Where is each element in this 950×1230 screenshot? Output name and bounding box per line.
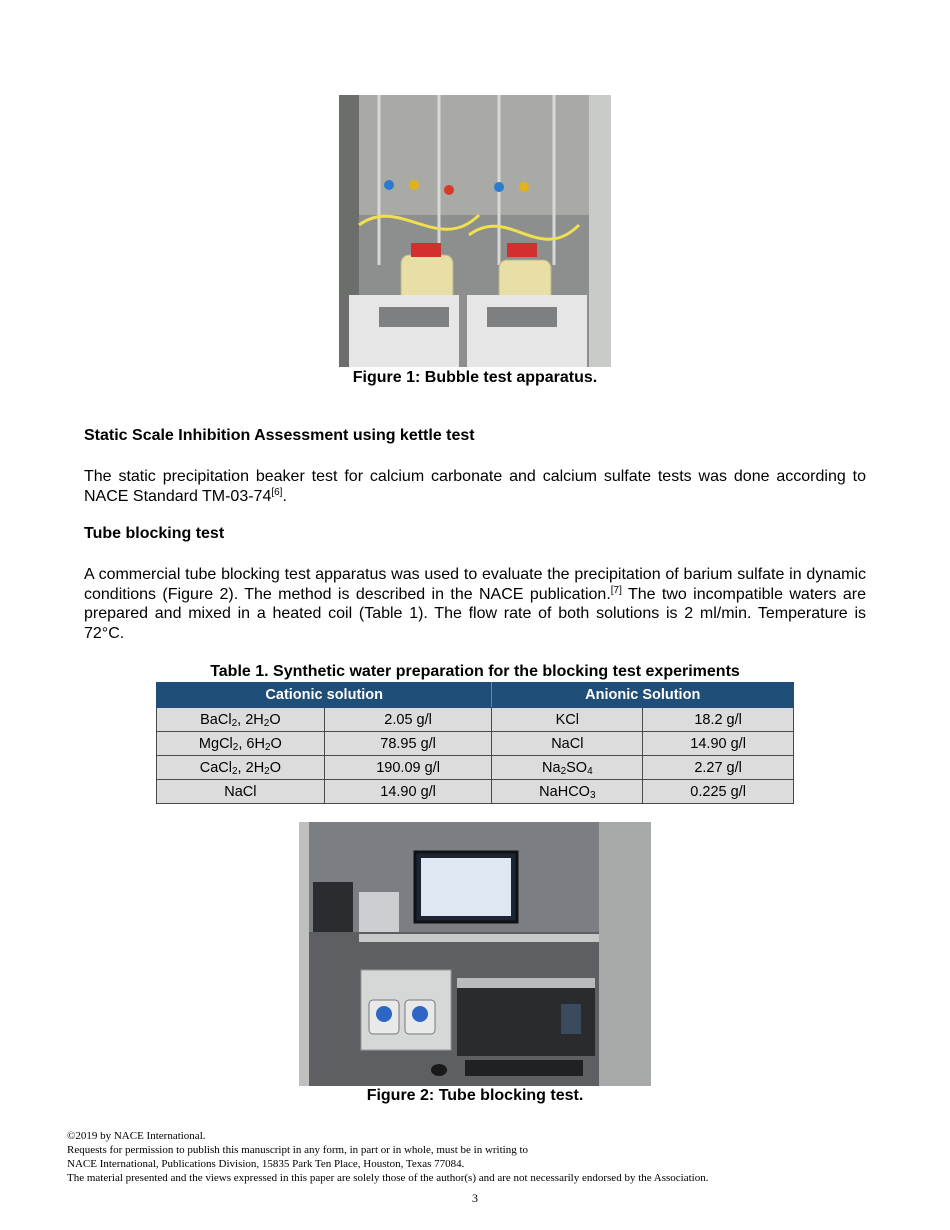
paragraph-kettle-test xyxy=(84,467,866,506)
page-number: 3 xyxy=(472,1191,478,1205)
anionic-compound-cell: KCl xyxy=(492,708,643,732)
table-1 xyxy=(156,682,794,804)
figure-1-caption: Figure 1: Bubble test apparatus. xyxy=(352,369,598,386)
footer-line-address: NACE International, Publications Division, 15835 Park Ten Place, Houston, Texas 77084. xyxy=(67,1158,465,1170)
reference-7: [7] xyxy=(610,584,622,596)
table-row xyxy=(157,756,794,780)
cationic-compound-cell: MgCl$_2$, $6H_2O$ xyxy=(157,732,325,756)
cationic-compound-cell: BaCl$_2$, $2H_2O$ xyxy=(157,708,325,732)
section-heading-kettle-test: Static Scale Inhibition Assessment using kettle test xyxy=(84,427,475,444)
anionic-compound-cell: NaCl xyxy=(492,732,643,756)
figure-2-photo xyxy=(299,822,651,1086)
table-1-caption: Table 1. Synthetic water preparation for the blocking test experiments xyxy=(210,663,740,680)
section-heading-tube-blocking: Tube blocking test xyxy=(84,525,225,542)
paragraph-tube-text-2: The two incompatible waters are prepared and mixed in a heated coil (Table 1). The flow rate of both solutions is 2 ml/min. Temperature is 72°C. xyxy=(84,585,866,642)
anionic-concentration-cell: 2.27 g/l xyxy=(643,756,794,780)
anionic-concentration-cell: 0.225 g/l xyxy=(643,780,794,804)
paragraph-tube-blocking xyxy=(84,565,866,643)
table-header-row xyxy=(157,683,794,708)
anionic-compound-cell: $Na_2SO_4$ xyxy=(492,756,643,780)
header-cationic: Cationic solution xyxy=(157,683,492,708)
cationic-compound-cell: CaCl$_2$, $2H_2O$ xyxy=(157,756,325,780)
cationic-compound-cell: NaCl xyxy=(157,780,325,804)
paragraph-kettle-end: . xyxy=(282,487,287,505)
footer-line-copyright: ©2019 by NACE International. xyxy=(67,1130,206,1142)
reference-6: [6] xyxy=(271,486,283,498)
cationic-concentration-cell: 2.05 g/l xyxy=(324,708,492,732)
paragraph-kettle-text: The static precipitation beaker test for calcium carbonate and calcium sulfate tests was done according to NACE Standard TM-03-74 xyxy=(84,468,866,505)
anionic-compound-cell: NaHCO$_3$ xyxy=(492,780,643,804)
figure-1-photo xyxy=(339,95,611,367)
header-anionic: Anionic Solution xyxy=(492,683,794,708)
table-row xyxy=(157,708,794,732)
figure-2-caption: Figure 2: Tube blocking test. xyxy=(366,1087,584,1104)
copyright-footer xyxy=(67,1129,708,1185)
table-row xyxy=(157,780,794,804)
anionic-concentration-cell: 14.90 g/l xyxy=(643,732,794,756)
footer-line-permission: Requests for permission to publish this manuscript in any form, in part or in whole, must be in writing to xyxy=(67,1144,529,1156)
cationic-concentration-cell: 14.90 g/l xyxy=(324,780,492,804)
cationic-concentration-cell: 190.09 g/l xyxy=(324,756,492,780)
anionic-concentration-cell: 18.2 g/l xyxy=(643,708,794,732)
paragraph-tube-text-1: A commercial tube blocking test apparatus was used to evaluate the precipitation of barium sulfate in dynamic conditions (Figure 2). The method is described in the NACE publication. xyxy=(84,566,866,603)
table-row xyxy=(157,732,794,756)
footer-line-disclaimer: The material presented and the views expressed in this paper are solely those of the author(s) and are not necessarily endorsed by the Association. xyxy=(67,1172,709,1184)
cationic-concentration-cell: 78.95 g/l xyxy=(324,732,492,756)
